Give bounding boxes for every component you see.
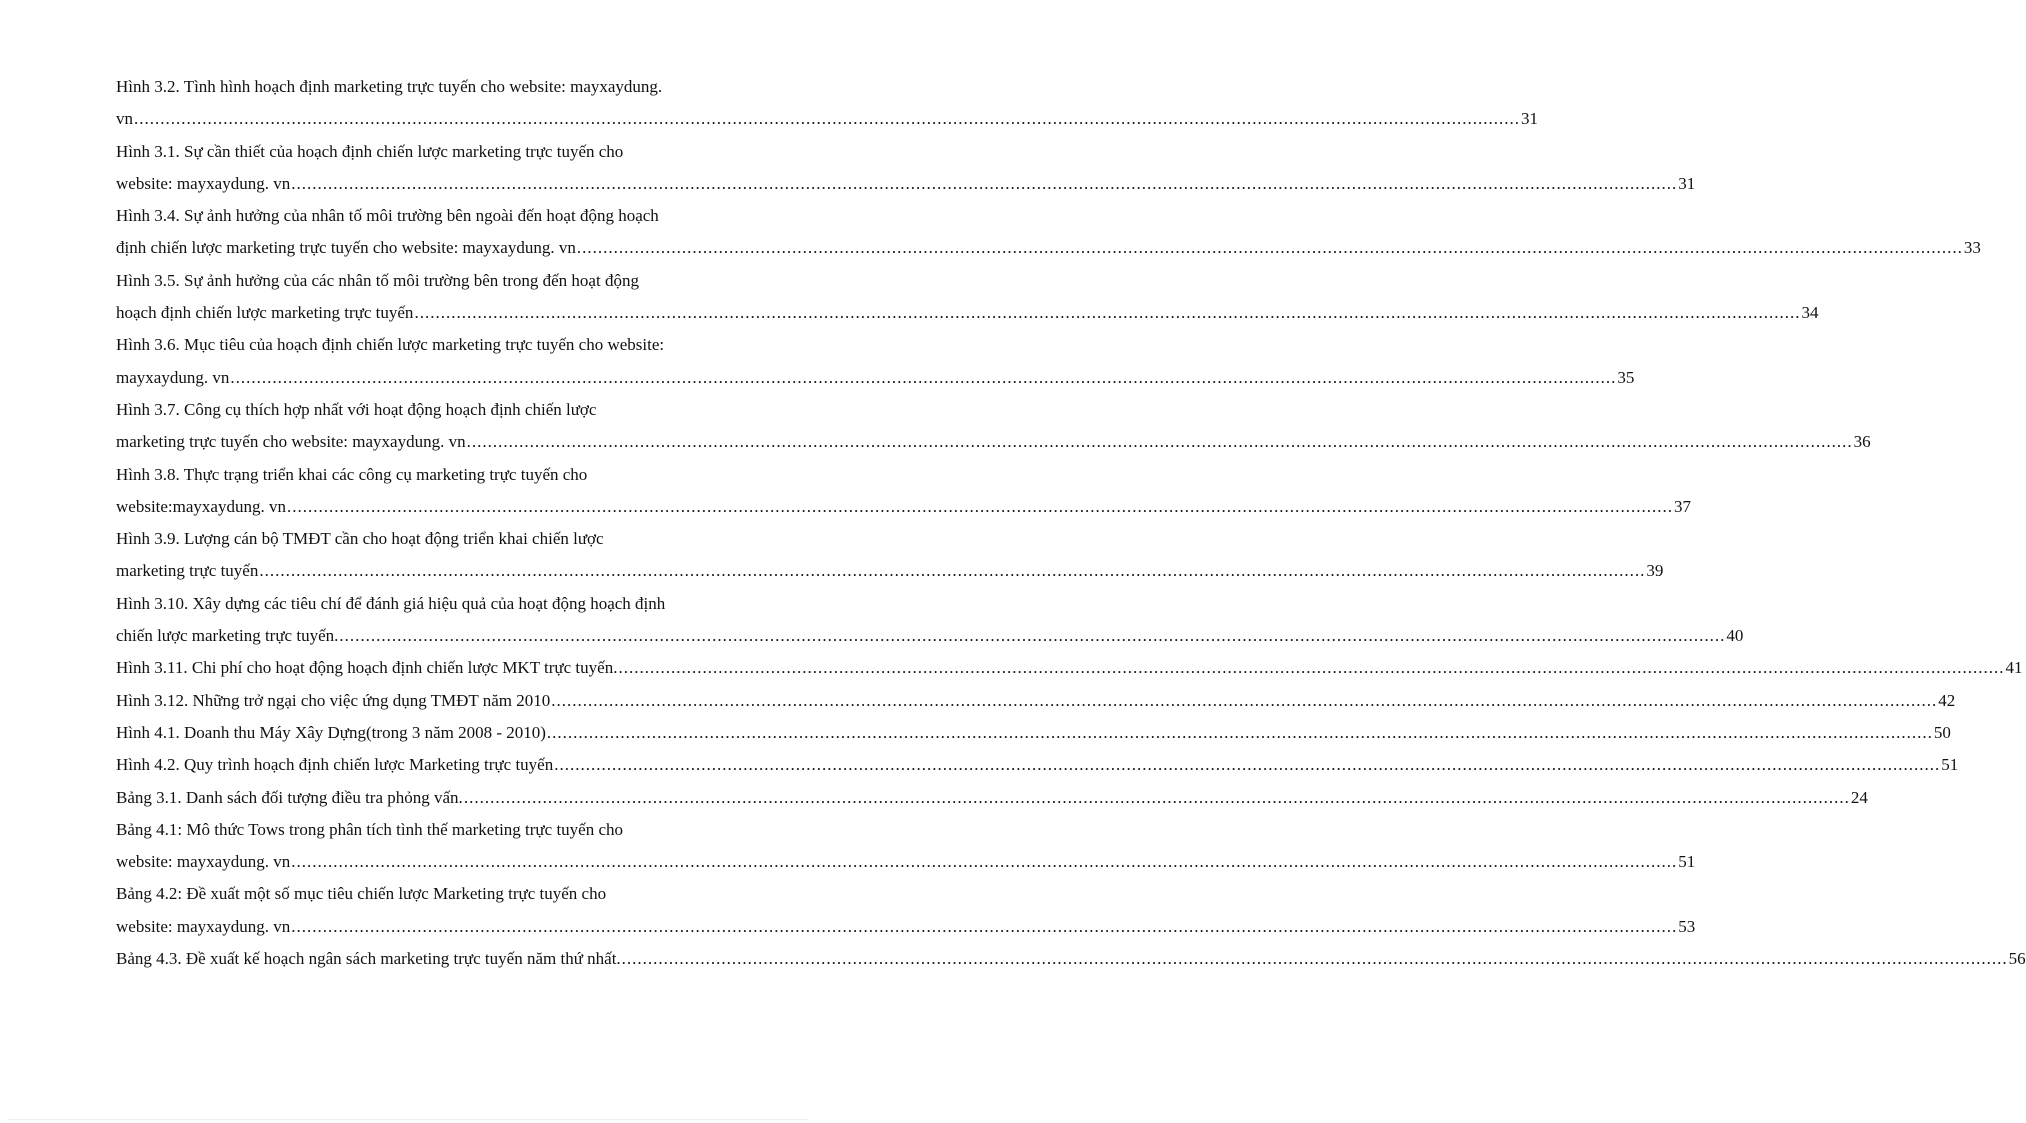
dot-leader xyxy=(259,560,1645,582)
toc-entry-text: định chiến lược marketing trực tuyến cho website: mayxaydung. vn xyxy=(116,238,576,258)
toc-entry[interactable] xyxy=(116,141,1696,206)
toc-page-number: 37 xyxy=(1673,496,1691,516)
toc-entry-text: Hình 3.12. Những trở ngại cho việc ứng dụng TMĐT năm 2010 xyxy=(116,690,551,710)
toc-entry-line xyxy=(116,657,2023,689)
toc-page-number: 42 xyxy=(1938,690,1956,710)
dot-leader xyxy=(467,431,1853,453)
toc-entry-text: Hình 3.9. Lượng cán bộ TMĐT cần cho hoạt động triển khai chiến lược xyxy=(116,529,604,549)
toc-entry-text: website: mayxaydung. vn xyxy=(116,852,291,872)
toc-entry-line xyxy=(116,108,1538,140)
toc-page-number: 34 xyxy=(1801,303,1819,323)
toc-entry-line xyxy=(116,334,738,366)
toc-page-number: 39 xyxy=(1646,561,1664,581)
toc-entry-text: vn xyxy=(116,109,133,129)
toc-page-number: 50 xyxy=(1933,722,1951,742)
dot-leader xyxy=(287,496,1673,518)
toc-entry-line xyxy=(116,464,738,496)
toc-entry-line xyxy=(116,690,1956,722)
toc-entry-text: Hình 3.7. Công cụ thích hợp nhất với hoạt động hoạch định chiến lược xyxy=(116,399,597,419)
dot-leader xyxy=(291,173,1677,195)
dot-leader xyxy=(339,625,1725,647)
toc-page-number: 40 xyxy=(1726,626,1744,646)
list-of-figures-and-tables xyxy=(116,76,2026,980)
toc-entry-line xyxy=(116,593,738,625)
dot-leader xyxy=(464,787,1850,809)
toc-entry-text: mayxaydung. vn xyxy=(116,367,230,387)
dot-leader xyxy=(551,690,1937,712)
toc-entry-text: Hình 4.1. Doanh thu Máy Xây Dựng(trong 3 năm 2008 - 2010) xyxy=(116,722,546,742)
toc-entry[interactable] xyxy=(116,883,1696,948)
toc-entry[interactable] xyxy=(116,270,1819,335)
toc-page-number: 31 xyxy=(1521,109,1538,129)
toc-entry[interactable] xyxy=(116,819,1696,884)
toc-entry-text: website:mayxaydung. vn xyxy=(116,496,286,516)
toc-page-number: 31 xyxy=(1678,173,1696,193)
toc-entry[interactable] xyxy=(116,722,1951,754)
toc-entry-line xyxy=(116,625,1744,657)
toc-entry-text: Bảng 4.1: Mô thức Tows trong phân tích tình thế marketing trực tuyến cho xyxy=(116,819,624,839)
dot-leader xyxy=(230,367,1616,389)
toc-entry-line xyxy=(116,883,738,915)
toc-entry[interactable] xyxy=(116,334,1635,399)
toc-entry-line xyxy=(116,819,738,851)
toc-entry-line xyxy=(116,302,1819,334)
toc-entry-line xyxy=(116,141,738,173)
toc-entry[interactable] xyxy=(116,657,2023,689)
toc-entry-line xyxy=(116,367,1635,399)
toc-entry[interactable] xyxy=(116,948,2026,980)
toc-entry-text: website: mayxaydung. vn xyxy=(116,173,291,193)
dot-leader xyxy=(618,657,2004,679)
toc-entry-line xyxy=(116,76,738,108)
toc-entry-text: Hình 3.2. Tình hình hoạch định marketing trực tuyến cho website: mayxaydung. xyxy=(116,77,663,96)
toc-entry-line xyxy=(116,948,2026,980)
toc-entry-text: Bảng 4.2: Đề xuất một số mục tiêu chiến lược Marketing trực tuyến cho xyxy=(116,884,607,904)
toc-entry-text: Bảng 4.3. Đề xuất kế hoạch ngân sách marketing trực tuyến năm thứ nhất. xyxy=(116,949,621,969)
dot-leader xyxy=(577,237,1963,259)
toc-entry[interactable] xyxy=(116,399,1871,464)
toc-entry[interactable] xyxy=(116,205,1981,270)
dot-leader xyxy=(134,108,1520,130)
toc-entry-text: Hình 4.2. Quy trình hoạch định chiến lược Marketing trực tuyến xyxy=(116,755,554,775)
toc-entry-text: Hình 3.10. Xây dựng các tiêu chí để đánh giá hiệu quả của hoạt động hoạch định xyxy=(116,593,666,613)
toc-entry-text: marketing trực tuyến cho website: mayxaydung. vn xyxy=(116,432,466,452)
toc-entry-line xyxy=(116,722,1951,754)
toc-entry[interactable] xyxy=(116,787,1868,819)
toc-entry-text: Bảng 3.1. Danh sách đối tượng điều tra phỏng vấn. xyxy=(116,787,463,807)
toc-entry[interactable] xyxy=(116,690,1956,722)
toc-entry-text: Hình 3.5. Sự ảnh hưởng của các nhân tố môi trường bên trong đến hoạt động xyxy=(116,270,639,290)
toc-entry-text: Hình 3.4. Sự ảnh hưởng của nhân tố môi trường bên ngoài đến hoạt động hoạch xyxy=(116,206,659,226)
toc-entry-line xyxy=(116,560,1664,592)
toc-page-number: 41 xyxy=(2005,658,2023,678)
toc-entry[interactable] xyxy=(116,464,1691,529)
toc-entry-text: Hình 3.6. Mục tiêu của hoạch định chiến lược marketing trực tuyến cho website: xyxy=(116,335,665,355)
dot-leader xyxy=(622,948,2008,970)
toc-entry-line xyxy=(116,496,1691,528)
toc-entry-text: chiến lược marketing trực tuyến. xyxy=(116,626,339,646)
toc-page-number: 24 xyxy=(1850,787,1868,807)
toc-entry-text: marketing trực tuyến xyxy=(116,561,259,581)
toc-page-number: 51 xyxy=(1678,852,1696,872)
toc-entry-line xyxy=(116,173,1696,205)
toc-page-number: 53 xyxy=(1678,916,1696,936)
toc-entry-line xyxy=(116,754,1959,786)
toc-entry-line xyxy=(116,787,1868,819)
toc-entry-line xyxy=(116,270,738,302)
dot-leader xyxy=(414,302,1800,324)
toc-entry-line xyxy=(116,528,738,560)
toc-entry-text: website: mayxaydung. vn xyxy=(116,916,291,936)
dot-leader xyxy=(554,754,1940,776)
page-divider xyxy=(8,1119,808,1120)
dot-leader xyxy=(547,722,1933,744)
toc-entry-text: Hình 3.8. Thực trạng triển khai các công cụ marketing trực tuyến cho xyxy=(116,464,588,484)
toc-page-number: 33 xyxy=(1963,238,1981,258)
toc-entry-line xyxy=(116,237,1981,269)
toc-entry-line xyxy=(116,431,1871,463)
dot-leader xyxy=(291,916,1677,938)
toc-entry-line xyxy=(116,205,738,237)
toc-entry-line xyxy=(116,399,738,431)
toc-entry[interactable] xyxy=(116,754,1959,786)
toc-entry-text: hoạch định chiến lược marketing trực tuyến xyxy=(116,303,414,323)
toc-entry-line xyxy=(116,916,1696,948)
toc-entry[interactable] xyxy=(116,76,1538,141)
toc-page-number: 36 xyxy=(1853,432,1871,452)
toc-page-number: 56 xyxy=(2008,949,2026,969)
toc-page-number: 51 xyxy=(1941,755,1959,775)
toc-page-number: 35 xyxy=(1617,367,1635,387)
dot-leader xyxy=(291,851,1677,873)
toc-entry-text: Hình 3.11. Chi phí cho hoạt động hoạch định chiến lược MKT trực tuyến. xyxy=(116,658,618,678)
toc-entry-text: Hình 3.1. Sự cần thiết của hoạch định chiến lược marketing trực tuyến cho xyxy=(116,141,624,161)
toc-entry[interactable] xyxy=(116,593,1744,658)
toc-entry[interactable] xyxy=(116,528,1664,593)
toc-entry-line xyxy=(116,851,1696,883)
